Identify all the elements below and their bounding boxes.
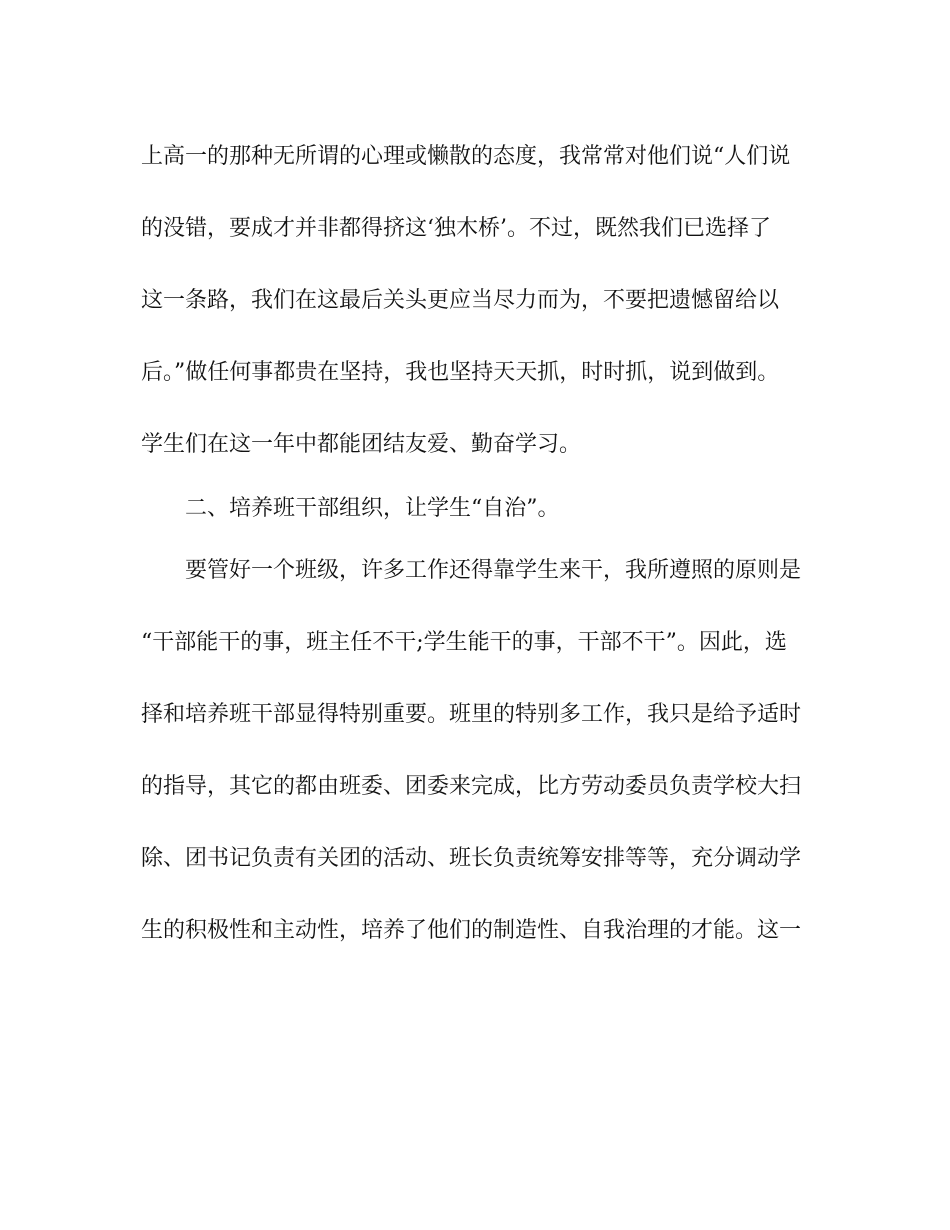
paragraph-line: 上高一的那种无所谓的心理或懒散的态度，我常常对他们说“人们说 xyxy=(141,144,791,169)
paragraph-line: 除、团书记负责有关团的活动、班长负责统筹安排等等，充分调动学 xyxy=(141,846,802,871)
paragraph-line: 生的积极性和主动性，培养了他们的制造性、自我治理的才能。这一 xyxy=(141,918,802,943)
paragraph-line: 择和培养班干部显得特别重要。班里的特别多工作，我只是给予适时 xyxy=(141,702,802,727)
paragraph-line: 学生们在这一年中都能团结友爱、勤奋学习。 xyxy=(141,432,582,457)
paragraph-line: 这一条路，我们在这最后关头更应当尽力而为，不要把遗憾留给以 xyxy=(141,288,780,313)
section-heading: 二、培养班干部组织，让学生“自治”。 xyxy=(185,496,560,521)
paragraph-line: “干部能干的事，班主任不干;学生能干的事，干部不干”。因此，选 xyxy=(141,630,787,655)
paragraph-line: 要管好一个班级，许多工作还得靠学生来干，我所遵照的原则是 xyxy=(185,558,802,583)
paragraph-line: 后。”做任何事都贵在坚持，我也坚持天天抓，时时抓，说到做到。 xyxy=(141,360,780,385)
paragraph-line: 的指导，其它的都由班委、团委来完成，比方劳动委员负责学校大扫 xyxy=(141,774,802,799)
paragraph-line: 的没错，要成才并非都得挤这‘独木桥’。不过，既然我们已选择了 xyxy=(141,216,771,241)
